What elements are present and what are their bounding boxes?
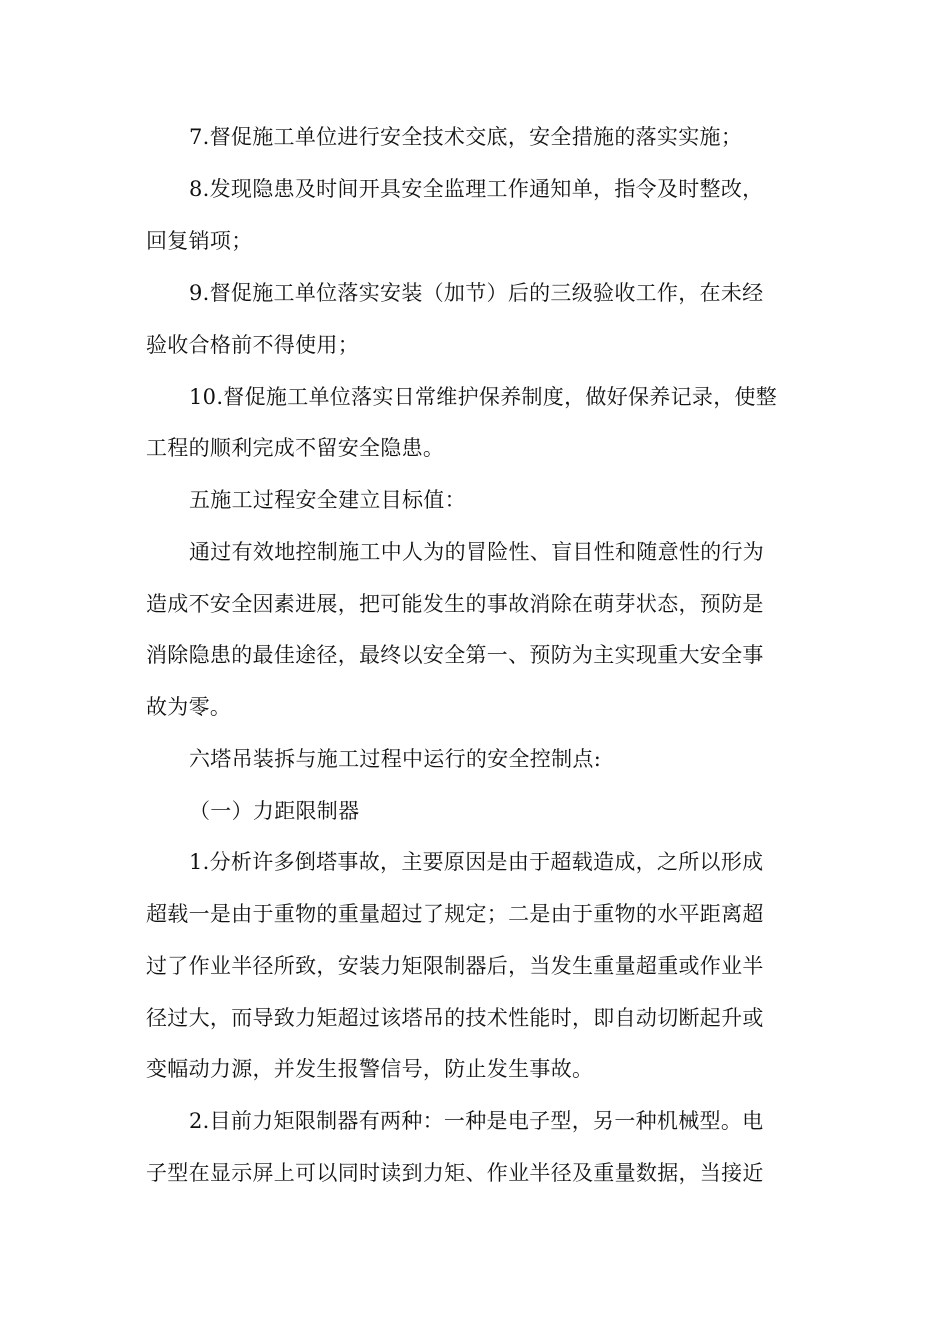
text-line: 验收合格前不得使用；	[146, 333, 359, 357]
text-line: 7.督促施工单位进行安全技术交底，安全措施的落实实施；	[189, 125, 743, 149]
text-line: 8.发现隐患及时间开具安全监理工作通知单，指令及时整改，	[189, 177, 764, 201]
section-heading: 五施工过程安全建立目标值：	[189, 488, 466, 512]
text-line: 1.分析许多倒塔事故，主要原因是由于超载造成，之所以形成	[189, 850, 764, 874]
text-line: 超载一是由于重物的重量超过了规定；二是由于重物的水平距离超	[146, 902, 764, 926]
text-line: 径过大，而导致力矩超过该塔吊的技术性能时，即自动切断起升或	[146, 1006, 764, 1030]
text-line: 通过有效地控制施工中人为的冒险性、盲目性和随意性的行为	[189, 540, 765, 564]
text-line: 回复销项；	[146, 229, 253, 253]
text-line: 2.目前力矩限制器有两种：一种是电子型，另一种机械型。电	[189, 1109, 764, 1133]
text-line: 消除隐患的最佳途径，最终以安全第一、预防为主实现重大安全事	[146, 643, 764, 667]
text-line: 过了作业半径所致，安装力矩限制器后，当发生重量超重或作业半	[146, 954, 764, 978]
text-line: 工程的顺利完成不留安全隐患。	[146, 436, 445, 460]
text-line: 子型在显示屏上可以同时读到力矩、作业半径及重量数据，当接近	[146, 1161, 764, 1185]
text-line: 造成不安全因素进展，把可能发生的事故消除在萌芽状态，预防是	[146, 592, 764, 616]
text-line: 故为零。	[146, 695, 232, 719]
section-heading: 六塔吊装拆与施工过程中运行的安全控制点:	[189, 747, 602, 771]
text-line: 变幅动力源，并发生报警信号，防止发生事故。	[146, 1057, 594, 1081]
text-line: 9.督促施工单位落实安装（加节）后的三级验收工作，在未经	[189, 281, 764, 305]
subsection-heading: （一）力距限制器	[189, 799, 360, 823]
text-line: 10.督促施工单位落实日常维护保养制度，做好保养记录，使整	[189, 385, 778, 409]
